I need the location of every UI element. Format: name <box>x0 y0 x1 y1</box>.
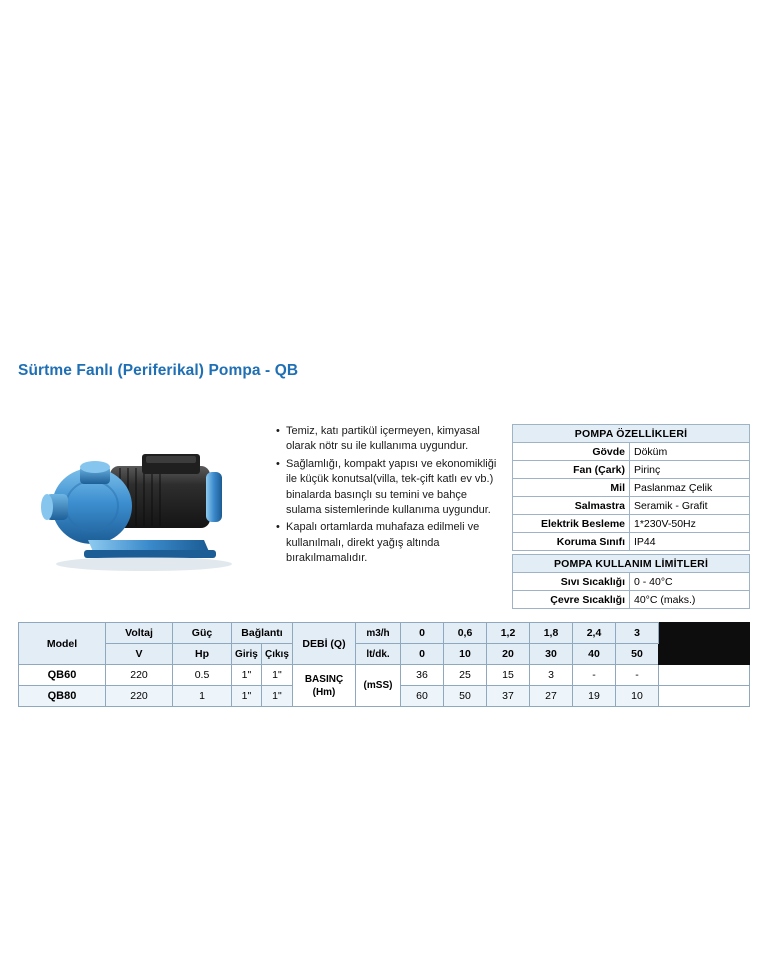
cell-voltaj: 220 <box>106 665 173 686</box>
spec-value: 1*230V-50Hz <box>630 515 750 533</box>
cell-head-3: 27 <box>530 686 573 707</box>
table-row <box>513 461 750 479</box>
cell-model: QB60 <box>19 665 106 686</box>
cell-guc: 0.5 <box>173 665 232 686</box>
cell-mss-unit: (mSS) <box>356 665 401 707</box>
col-header-baglanti: Bağlantı <box>232 623 293 644</box>
flow-m3h-2: 1,2 <box>487 623 530 644</box>
table-row <box>513 591 750 609</box>
cell-cikis: 1" <box>261 686 292 707</box>
basinc-text: BASINÇ <box>304 673 344 685</box>
spec-label: Sıvı Sıcaklığı <box>513 573 630 591</box>
cell-head-0: 60 <box>401 686 444 707</box>
bullet-icon: • <box>276 457 280 470</box>
flow-m3h-3: 1,8 <box>530 623 573 644</box>
cell-head-2: 15 <box>487 665 530 686</box>
spec-value: 0 - 40°C <box>630 573 750 591</box>
cell-head-5: 10 <box>616 686 659 707</box>
table-row <box>513 533 750 551</box>
cell-voltaj: 220 <box>106 686 173 707</box>
flow-m3h-5: 3 <box>616 623 659 644</box>
spec-label: Fan (Çark) <box>513 461 630 479</box>
table-header-row-2 <box>19 644 750 665</box>
spec-label: Salmastra <box>513 497 630 515</box>
cell-head-1: 50 <box>444 686 487 707</box>
col-header-model: Model <box>19 623 106 665</box>
pump-properties-header: POMPA ÖZELLİKLERİ <box>513 425 750 443</box>
cell-head-0: 36 <box>401 665 444 686</box>
cell-head-2: 37 <box>487 686 530 707</box>
spec-label: Gövde <box>513 443 630 461</box>
bullet-icon: • <box>276 521 280 534</box>
pump-limits-header: POMPA KULLANIM LİMİTLERİ <box>513 555 750 573</box>
curve-thumbnail <box>659 623 750 665</box>
cell-head-1: 25 <box>444 665 487 686</box>
cell-curve-blank <box>659 686 750 707</box>
col-header-debi: DEBİ (Q) <box>293 623 356 665</box>
product-image <box>24 436 254 586</box>
feature-bullet-list <box>276 424 500 569</box>
flow-m3h-1: 0,6 <box>444 623 487 644</box>
list-item <box>276 457 500 519</box>
flow-ltdk-0: 0 <box>401 644 444 665</box>
flow-m3h-4: 2,4 <box>573 623 616 644</box>
table-row <box>513 443 750 461</box>
cell-head-4: - <box>573 665 616 686</box>
spec-value: Seramik - Grafit <box>630 497 750 515</box>
pump-illustration <box>24 436 254 586</box>
list-item <box>276 520 500 566</box>
spec-value: Döküm <box>630 443 750 461</box>
col-header-guc: Güç <box>173 623 232 644</box>
spec-value: Paslanmaz Çelik <box>630 479 750 497</box>
pump-properties-table <box>512 424 750 551</box>
cell-head-4: 19 <box>573 686 616 707</box>
table-header-row <box>513 425 750 443</box>
cell-model: QB80 <box>19 686 106 707</box>
list-item-text: Temiz, katı partikül içermeyen, kimyasal olarak nötr su ile kullanıma uygundur. <box>286 425 480 453</box>
col-header-cikis: Çıkış <box>261 644 292 665</box>
flow-ltdk-4: 40 <box>573 644 616 665</box>
cell-cikis: 1" <box>261 665 292 686</box>
pump-limits-table <box>512 554 750 609</box>
cell-giris: 1" <box>232 665 262 686</box>
unit-header-m3h: m3/h <box>356 623 401 644</box>
cell-guc: 1 <box>173 686 232 707</box>
list-item <box>276 424 500 455</box>
basinc-unit-text: (Hm) <box>312 686 336 698</box>
flow-m3h-0: 0 <box>401 623 444 644</box>
bullet-icon: • <box>276 425 280 437</box>
flow-ltdk-5: 50 <box>616 644 659 665</box>
cell-head-5: - <box>616 665 659 686</box>
flow-ltdk-1: 10 <box>444 644 487 665</box>
table-row <box>513 497 750 515</box>
spec-label: Elektrik Besleme <box>513 515 630 533</box>
unit-header-ltdk: lt/dk. <box>356 644 401 665</box>
flow-ltdk-2: 20 <box>487 644 530 665</box>
table-header-row-1 <box>19 623 750 644</box>
table-row <box>19 665 750 686</box>
list-item-text: Sağlamlığı, kompakt yapısı ve ekonomikliği ile küçük konutsal(villa, tek-çift katlı ev vb.) binalarda basınçlı su temini ve bahçe sulama sistemlerinde kullanıma uygundur. <box>286 457 497 517</box>
table-row <box>513 515 750 533</box>
spec-label: Mil <box>513 479 630 497</box>
col-header-voltaj: Voltaj <box>106 623 173 644</box>
cell-curve-blank <box>659 665 750 686</box>
performance-table <box>18 622 750 707</box>
col-header-giris: Giriş <box>232 644 262 665</box>
spec-value: 40°C (maks.) <box>630 591 750 609</box>
table-row <box>513 573 750 591</box>
flow-ltdk-3: 30 <box>530 644 573 665</box>
list-item-text: Kapalı ortamlarda muhafaza edilmeli ve kullanılmalı, direkt yağış altında bırakılmamalıdır. <box>286 521 480 565</box>
table-row <box>513 479 750 497</box>
cell-head-3: 3 <box>530 665 573 686</box>
col-header-guc-unit: Hp <box>173 644 232 665</box>
table-header-row <box>513 555 750 573</box>
spec-label: Koruma Sınıfı <box>513 533 630 551</box>
cell-basinc-label <box>293 665 356 707</box>
col-header-voltaj-unit: V <box>106 644 173 665</box>
cell-giris: 1" <box>232 686 262 707</box>
spec-label: Çevre Sıcaklığı <box>513 591 630 609</box>
spec-value: IP44 <box>630 533 750 551</box>
spec-value: Pirinç <box>630 461 750 479</box>
page-title: Sürtme Fanlı (Periferikal) Pompa - QB <box>18 362 299 379</box>
